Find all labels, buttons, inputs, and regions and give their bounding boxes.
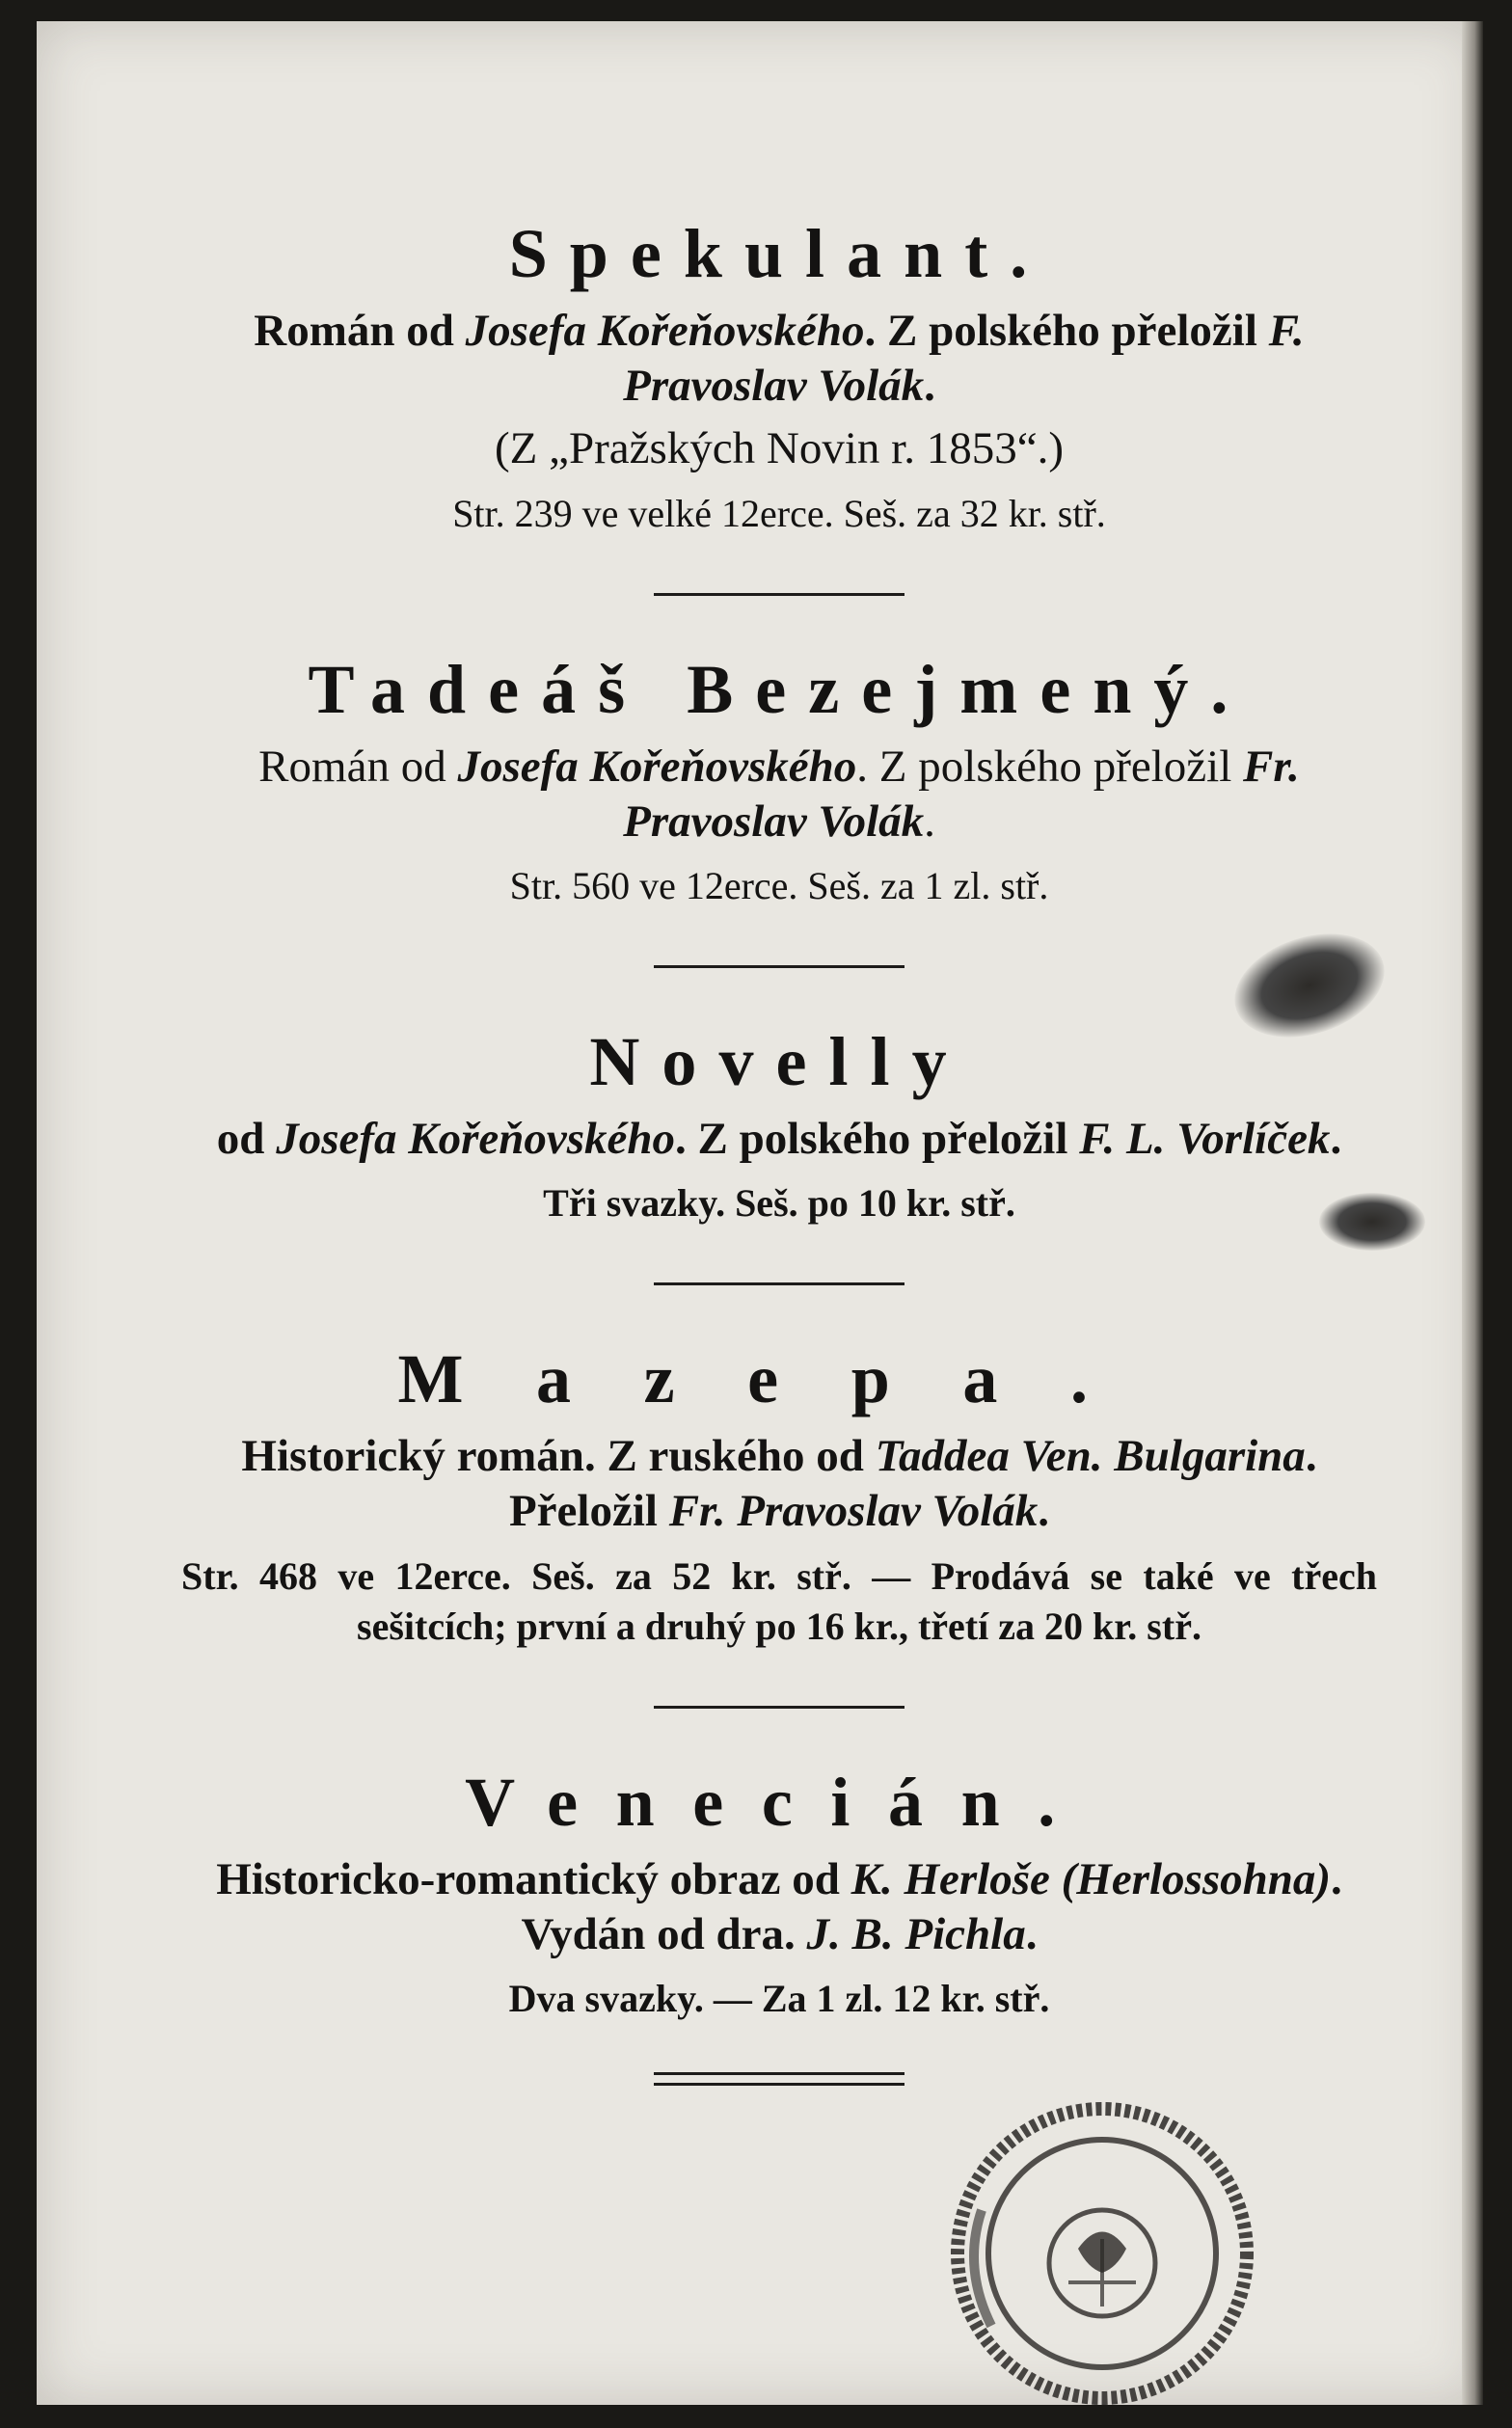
separator-rule bbox=[654, 965, 904, 968]
entry-details: Str. 560 ve 12erce. Seš. za 1 zl. stř. bbox=[509, 864, 1049, 908]
entry-details: Tři svazky. Seš. po 10 kr. stř. bbox=[543, 1181, 1015, 1226]
translator-name: F. L. Vorlíček bbox=[1079, 1114, 1331, 1165]
entry-title: Spekulant. bbox=[508, 215, 1050, 292]
entry-spekulant bbox=[181, 214, 1377, 539]
desc-text: . bbox=[1025, 1908, 1038, 1959]
entry-venecian bbox=[181, 1763, 1377, 2024]
desc-text: Román od bbox=[258, 741, 458, 792]
desc-text: . Z polského přeložil bbox=[675, 1114, 1080, 1165]
desc-text: . Z polského přeložil bbox=[864, 305, 1269, 356]
separator-rule bbox=[654, 1282, 904, 1285]
entry-details: Dva svazky. — Za 1 zl. 12 kr. stř. bbox=[508, 1977, 1050, 2021]
desc-text: od bbox=[216, 1114, 277, 1165]
translator-name: Fr. Pravoslav Volák bbox=[623, 741, 1300, 847]
entry-mazepa bbox=[181, 1339, 1377, 1651]
desc-text: . bbox=[1330, 1114, 1342, 1165]
entry-description bbox=[181, 304, 1377, 415]
author-name: Josefa Kořeňovského bbox=[465, 305, 865, 356]
entry-novelly bbox=[181, 1022, 1377, 1228]
desc-text: Román od bbox=[254, 305, 466, 356]
entry-details: Str. 468 ve 12erce. Seš. za 52 kr. stř. — Prodává se také ve třech sešitcích; první a druhý po 16 kr., třetí za 20 kr. stř. bbox=[181, 1553, 1377, 1648]
desc-text: . Přeložil bbox=[508, 1431, 1317, 1537]
page bbox=[37, 21, 1483, 2405]
entry-description bbox=[181, 740, 1377, 850]
desc-text: . bbox=[1038, 1486, 1050, 1537]
entry-note: (Z „Pražských Novin r. 1853“.) bbox=[495, 423, 1064, 474]
book-spine-edge bbox=[1462, 21, 1483, 2405]
advertisement-list bbox=[181, 214, 1377, 2086]
entry-title: Novelly bbox=[589, 1023, 969, 1101]
author-name: Taddea Ven. Bulgarina bbox=[875, 1431, 1306, 1482]
desc-text: . Z polského přeložil bbox=[856, 741, 1244, 792]
author-name: K. Herloše (Herlossohna) bbox=[850, 1853, 1332, 1904]
desc-text: . Vydán od dra. bbox=[521, 1853, 1342, 1959]
separator-rule bbox=[654, 593, 904, 596]
entry-details: Str. 239 ve velké 12erce. Seš. za 32 kr. stř. bbox=[452, 491, 1106, 535]
entry-description bbox=[181, 1852, 1377, 1963]
desc-text: . bbox=[924, 361, 935, 412]
desc-text: Historicko-romantický obraz od bbox=[216, 1853, 851, 1904]
author-name: Josefa Kořeňovského bbox=[276, 1114, 676, 1165]
entry-title: Tadeáš Bezejmený. bbox=[308, 650, 1251, 728]
entry-title: Venecián. bbox=[465, 1763, 1094, 1841]
author-name: Josefa Kořeňovského bbox=[457, 741, 857, 792]
double-rule-end bbox=[654, 2072, 904, 2086]
entry-title: Mazepa. bbox=[397, 1340, 1161, 1418]
library-stamp-seal-icon bbox=[943, 2094, 1261, 2405]
desc-text: . bbox=[924, 796, 935, 847]
desc-text: Historický román. Z ruského od bbox=[241, 1431, 876, 1482]
translator-name: J. B. Pichla bbox=[806, 1908, 1026, 1959]
entry-description bbox=[181, 1429, 1377, 1540]
translator-name: F. Pravoslav Volák bbox=[623, 305, 1305, 412]
entry-tadeas-bezejmeny bbox=[181, 650, 1377, 911]
entry-description bbox=[181, 1112, 1377, 1167]
translator-name: Fr. Pravoslav Volák bbox=[668, 1486, 1039, 1537]
separator-rule bbox=[654, 1706, 904, 1709]
